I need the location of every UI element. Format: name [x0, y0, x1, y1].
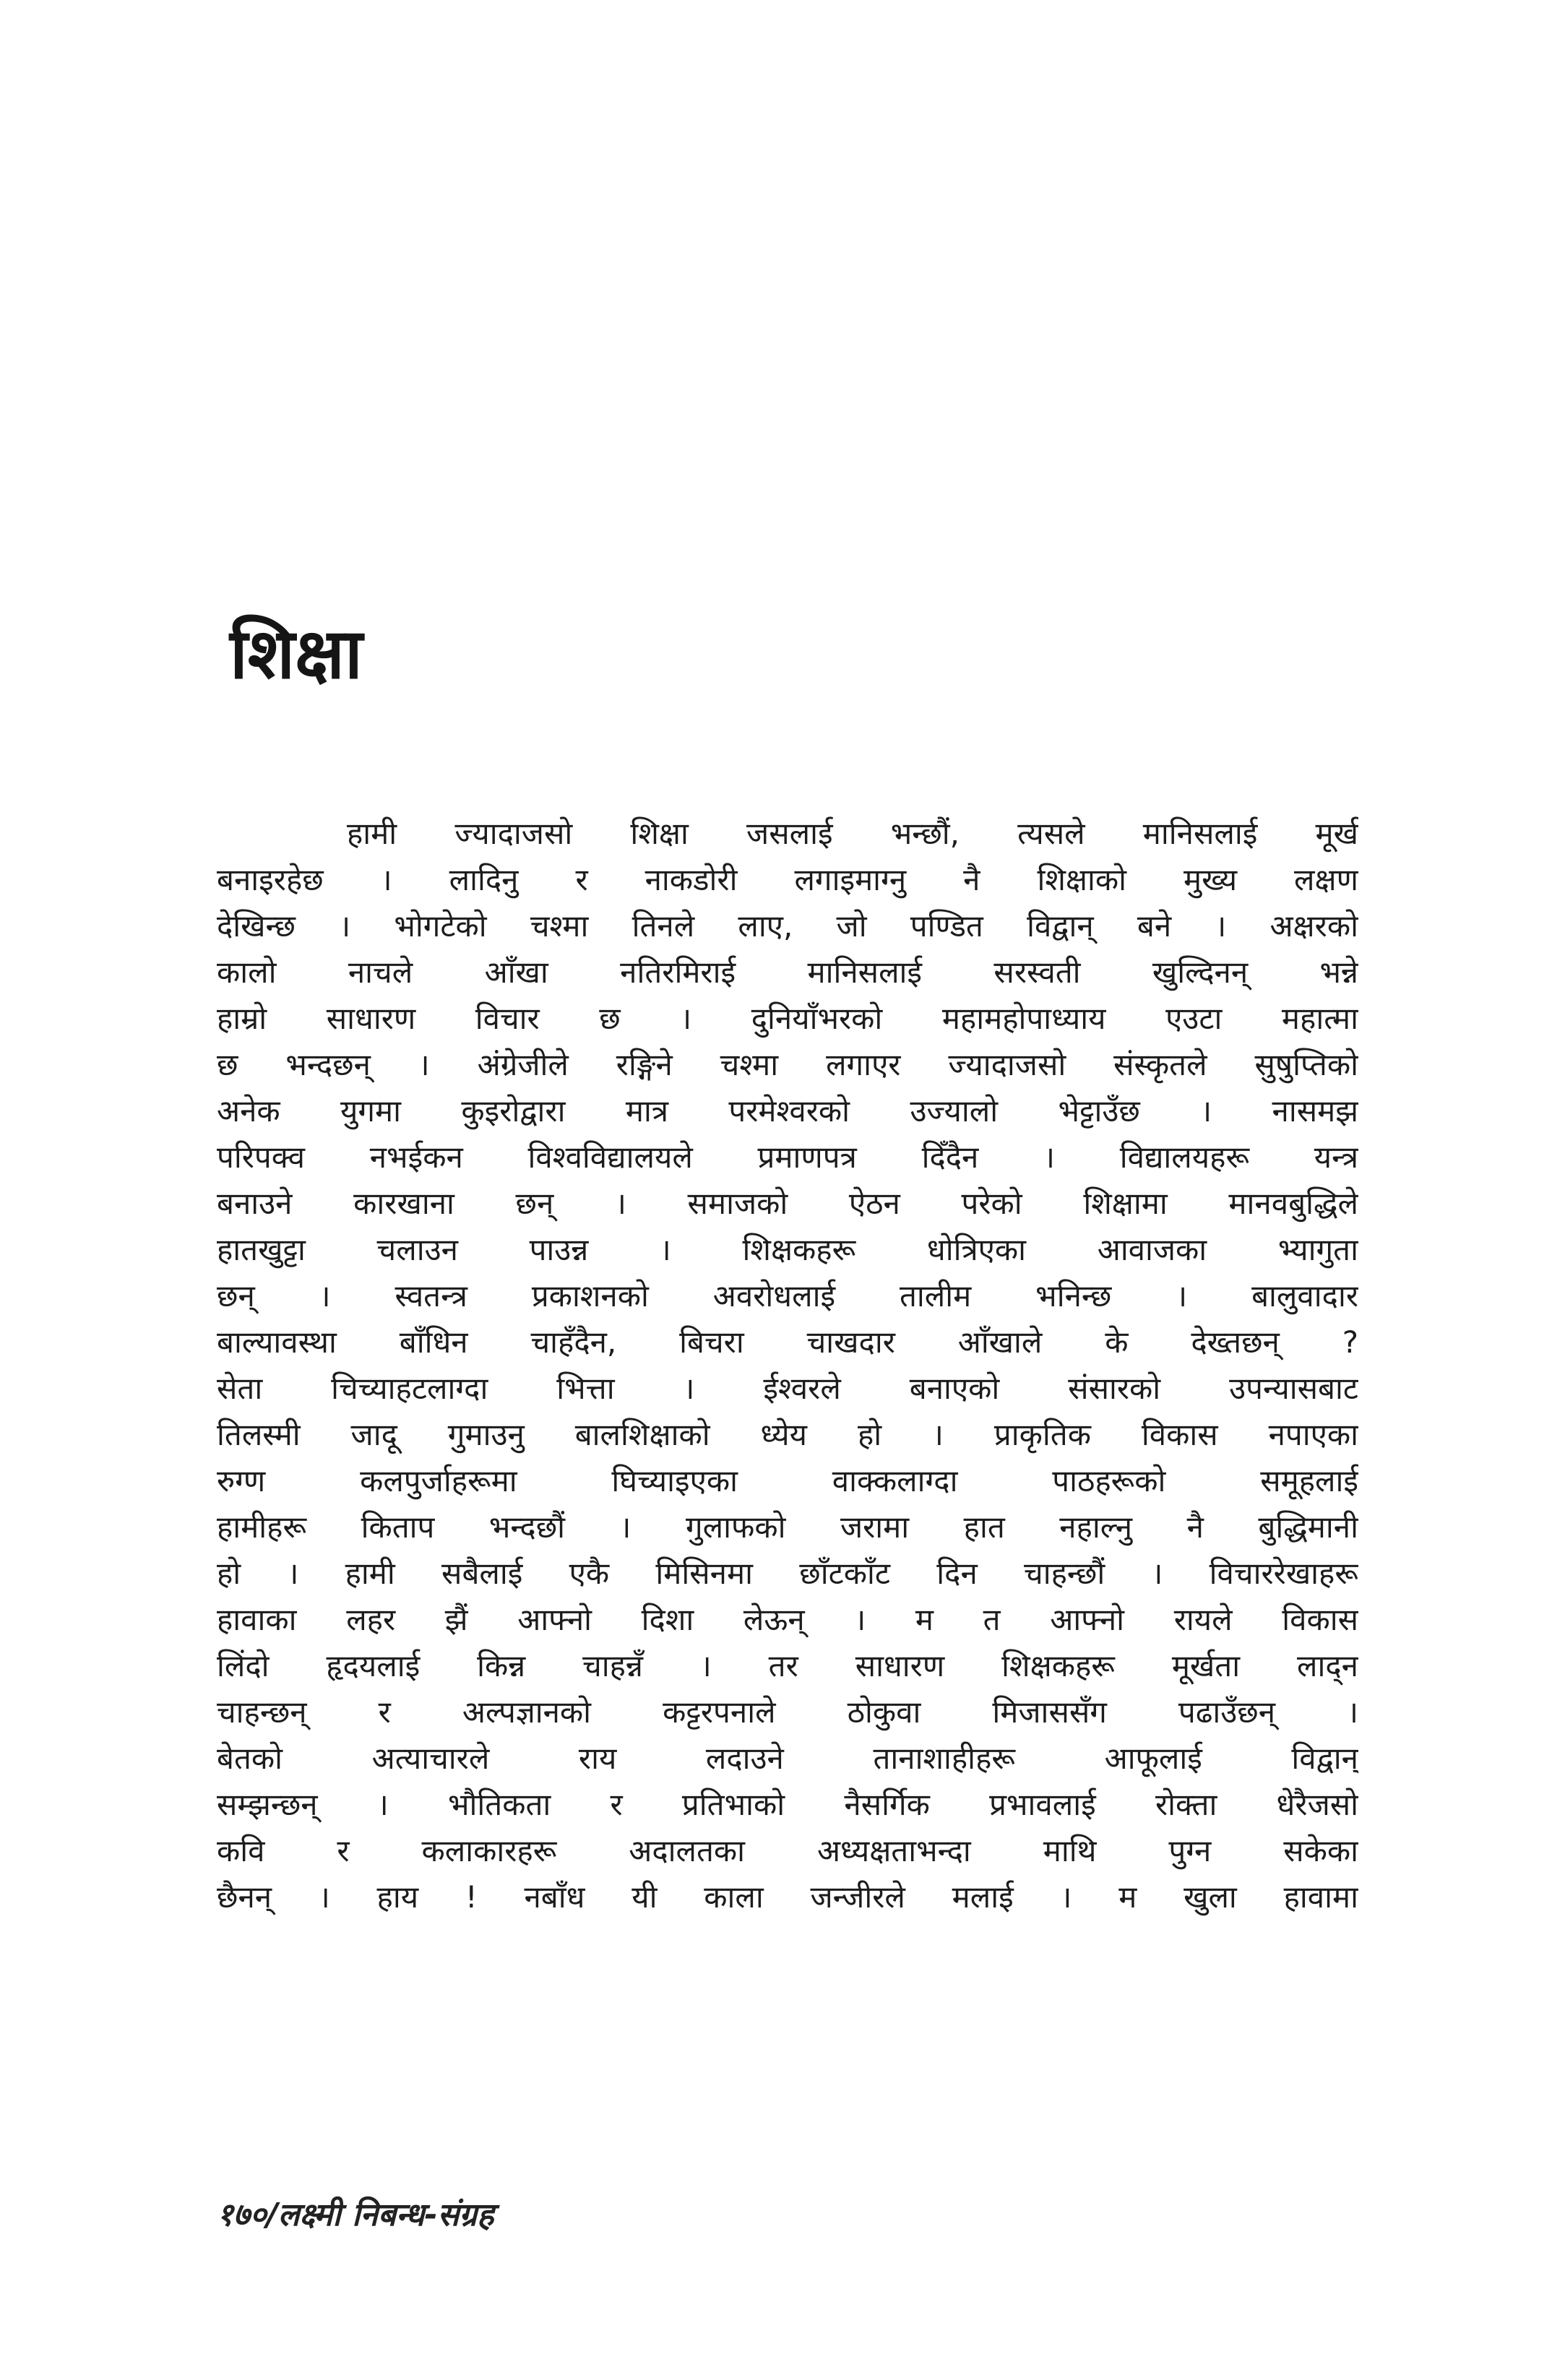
paragraph-line: बेतको अत्याचारले राय लदाउने तानाशाहीहरू आफूलाई विद्वान् — [217, 1741, 1358, 1776]
paragraph-line: हामी ज्यादाजसो शिक्षा जसलाई भन्छौं, त्यसले मानिसलाई मूर्ख — [347, 816, 1358, 851]
paragraph-line: चाहन्छन् र अल्पज्ञानको कट्टरपनाले ठोकुवा मिजाससँग पढाउँछन् । — [217, 1694, 1358, 1730]
essay-paragraph — [217, 811, 1358, 1920]
paragraph-line: छ भन्दछन् । अंग्रेजीले रङ्गिने चश्मा लगाएर ज्यादाजसो संस्कृतले सुषुप्तिको — [217, 1047, 1358, 1082]
paragraph-line: रुग्ण कलपुर्जाहरूमा घिच्याइएका वाक्कलाग्दा पाठहरूको समूहलाई — [217, 1463, 1358, 1499]
paragraph-line: छन् । स्वतन्त्र प्रकाशनको अवरोधलाई तालीम भनिन्छ । बालुवादार — [217, 1278, 1358, 1314]
paragraph-line: कवि र कलाकारहरू अदालतका अध्यक्षताभन्दा माथि पुग्न सकेका — [217, 1833, 1358, 1868]
paragraph-line: तिलस्मी जादू गुमाउनु बालशिक्षाको ध्येय हो । प्राकृतिक विकास नपाएका — [217, 1417, 1358, 1452]
paragraph-line: हावाका लहर झैं आफ्नो दिशा लेऊन् । म त आफ्नो रायले विकास — [217, 1602, 1358, 1637]
paragraph-line: हामीहरू किताप भन्दछौं । गुलाफको जरामा हात नहाल्नु नै बुद्धिमानी — [217, 1509, 1358, 1545]
paragraph-line: कालो नाचले आँखा नतिरमिराई मानिसलाई सरस्वती खुल्दिनन् भन्ने — [217, 954, 1358, 990]
page-footer: १७०/लक्ष्मी निबन्ध-संग्रह — [217, 2196, 494, 2233]
paragraph-line: लिंदो हृदयलाई किन्न चाहन्नँ । तर साधारण शिक्षकहरू मूर्खता लाद्न — [217, 1648, 1358, 1683]
paragraph-line: बनाइरहेछ । लादिनु र नाकडोरी लगाइमाग्नु नै शिक्षाको मुख्य लक्षण — [217, 862, 1358, 897]
essay-title: शिक्षा — [230, 613, 363, 694]
paragraph-line: बाल्यावस्था बाँधिन चाहँदैन, बिचरा चाखदार आँखाले के देख्तछन् ? — [217, 1324, 1358, 1360]
paragraph-line: हाम्रो साधारण विचार छ । दुनियाँभरको महामहोपाध्याय एउटा महात्मा — [217, 1001, 1358, 1036]
paragraph-line: बनाउने कारखाना छन् । समाजको ऐठन परेको शिक्षामा मानवबुद्धिले — [217, 1186, 1358, 1221]
paragraph-line: हातखुट्टा चलाउन पाउन्न । शिक्षकहरू धोत्रिएका आवाजका भ्यागुता — [217, 1232, 1358, 1267]
paragraph-line: परिपक्व नभईकन विश्वविद्यालयले प्रमाणपत्र दिँदैन । विद्यालयहरू यन्त्र — [217, 1139, 1358, 1175]
paragraph-line: सम्झन्छन् । भौतिकता र प्रतिभाको नैसर्गिक प्रभावलाई रोक्ता धेरैजसो — [217, 1787, 1358, 1822]
paragraph-line: छैनन् । हाय ! नबाँध यी काला जन्जीरले मलाई । म खुला हावामा — [217, 1879, 1358, 1915]
paragraph-line: हो । हामी सबैलाई एकै मिसिनमा छाँटकाँट दिन चाहन्छौं । विचाररेखाहरू — [217, 1556, 1358, 1591]
paragraph-line: देखिन्छ । भोगटेको चश्मा तिनले लाए, जो पण्डित विद्वान् बने । अक्षरको — [217, 908, 1358, 944]
paragraph-line: अनेक युगमा कुइरोद्वारा मात्र परमेश्वरको उज्यालो भेट्टाउँछ । नासमझ — [217, 1093, 1358, 1129]
paragraph-line: सेता चिच्याहटलाग्दा भित्ता । ईश्वरले बनाएको संसारको उपन्यासबाट — [217, 1371, 1358, 1406]
